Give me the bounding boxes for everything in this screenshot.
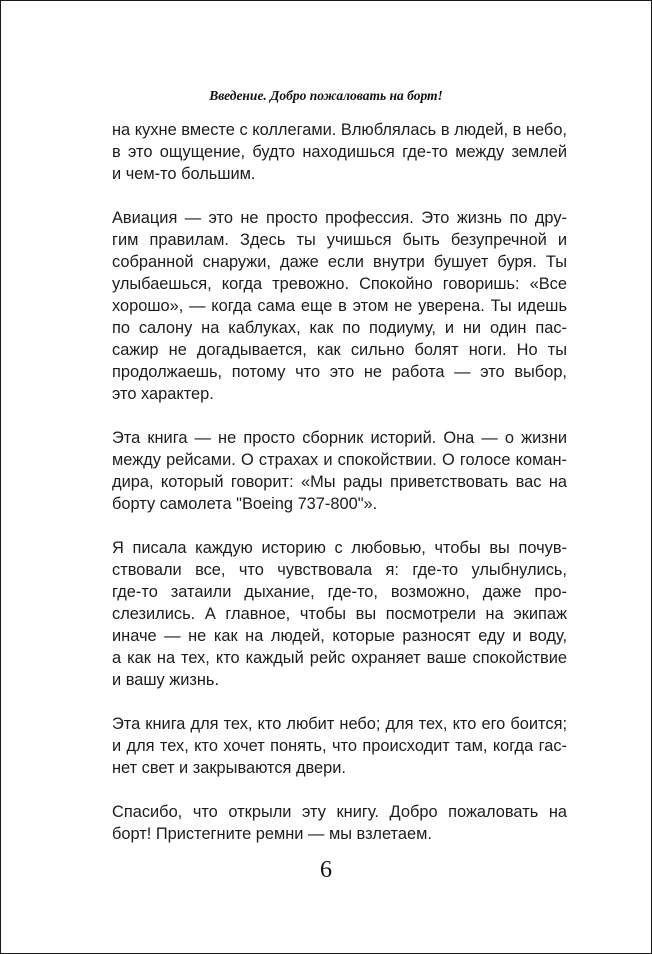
text-line: и для тех, кто хочет понять, что происходит там, когда гас- (112, 737, 567, 755)
text-line: хорошо», — когда сама еще в этом не уверена. Ты идешь (112, 297, 567, 315)
text-line: гим правилам. Здесь ты учишься быть безупречной и (112, 231, 567, 249)
text-line: по салону на каблуках, как по подиуму, и ни один пас- (112, 319, 567, 337)
text-line: Эта книга для тех, кто любит небо; для тех, кто его боится; (112, 715, 567, 733)
text-line: собранной снаружи, даже если внутри бушует буря. Ты (112, 253, 567, 271)
text-line: слезились. А главное, чтобы вы посмотрели на экипаж (112, 605, 567, 623)
text-line: борту самолета "Boeing 737-800"». (112, 495, 378, 513)
text-line: на кухне вместе с коллегами. Влюблялась в людей, в небо, (112, 121, 567, 139)
text-line: дира, который говорит: «Мы рады приветствовать вас на (112, 473, 567, 491)
text-line: ствовали все, что чувствовала я: где-то улыбнулись, (112, 561, 567, 579)
text-line: и чем-то большим. (112, 165, 256, 183)
text-line: а как на тех, кто каждый рейс охраняет ваше спокойствие (112, 649, 567, 667)
text-line: иначе — не как на людей, которые разносят еду и воду, (112, 627, 567, 645)
paragraph (112, 119, 567, 185)
text-line: это характер. (112, 385, 214, 403)
text-line: Спасибо, что открыли эту книгу. Добро пожаловать на (112, 803, 567, 821)
text-line: улыбаешься, когда тревожно. Спокойно говоришь: «Все (112, 275, 567, 293)
text-line: продолжаешь, потому что это не работа — это выбор, (112, 363, 567, 381)
text-line: Авиация — это не просто профессия. Это жизнь по дру- (112, 209, 567, 227)
paragraph (112, 207, 567, 405)
paragraph (112, 427, 567, 515)
text-line: Я писала каждую историю с любовью, чтобы вы почув- (112, 539, 567, 557)
page-number: 6 (320, 857, 332, 883)
paragraph (112, 537, 567, 691)
text-line: и вашу жизнь. (112, 671, 220, 689)
text-line: сажир не догадывается, как сильно болят ноги. Но ты (112, 341, 567, 359)
text-line: между рейсами. О страхах и спокойствии. О голосе коман- (112, 451, 567, 469)
text-line: борт! Пристегните ремни — мы взлетаем. (112, 825, 432, 843)
text-line: нет свет и закрываются двери. (112, 759, 346, 777)
running-head: Введение. Добро пожаловать на борт! (209, 88, 443, 103)
text-line: в это ощущение, будто находишься где-то между землей (112, 143, 567, 161)
text-line: Эта книга — не просто сборник историй. Она — о жизни (112, 429, 567, 447)
paragraph (112, 713, 567, 779)
paragraph (112, 801, 567, 845)
body-text (112, 119, 567, 867)
text-line: где-то затаили дыхание, где-то, возможно, даже про- (112, 583, 567, 601)
